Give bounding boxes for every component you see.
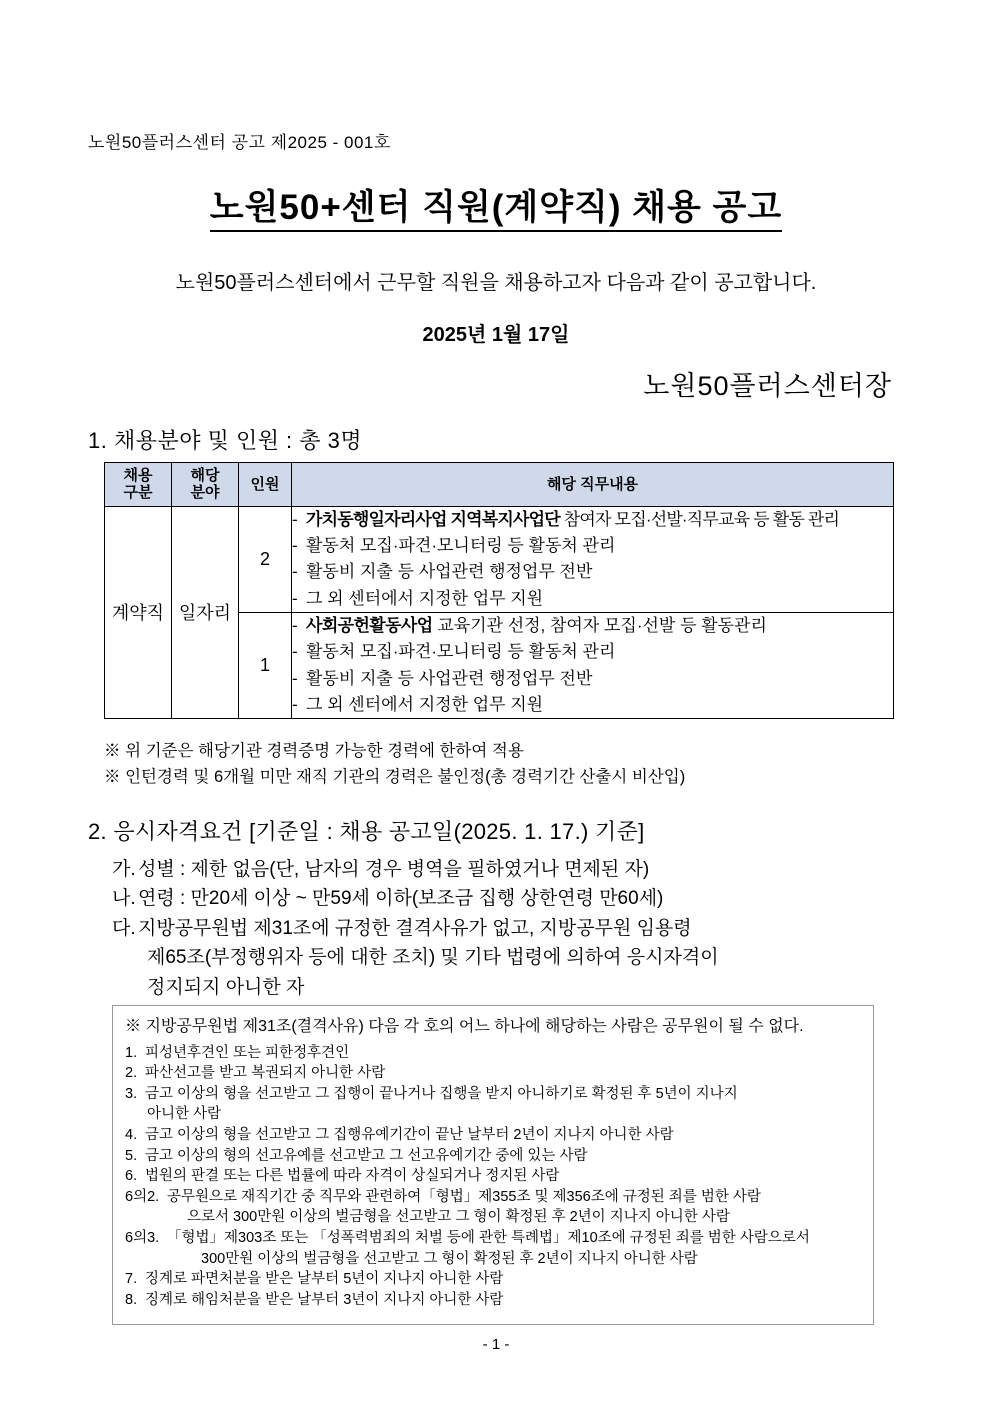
cell-field: 일자리 [172,506,239,719]
duty-line: - 사회공헌활동사업 교육기관 선정, 참여자 모집·선발 등 활동관리 [292,615,767,635]
cell-count: 2 [239,506,292,612]
qualification-item-continuation: 정지되지 아니한 자 [147,976,305,998]
qualification-item: 다. 지방공무원법 제31조에 규정한 결격사유가 없고, 지방공무원 임용령 [112,917,692,939]
qualification-list [112,855,719,1002]
document-number: 노원50플러스센터 공고 제2025 - 001호 [88,133,391,152]
qualification-item: 나. 연령 : 만20세 이상 ~ 만59세 이하(보조금 집행 상한연령 만60세) [112,888,664,910]
col-header-duty: 해당 직무내용 [292,463,894,507]
qualification-item: 가. 성별 : 제한 없음(단, 남자의 경우 병역을 필하였거나 면제된 자) [112,859,650,880]
duty-line: - 그 외 센터에서 지정한 업무 지원 [292,588,544,608]
cell-employment-type: 계약직 [105,506,172,719]
law-box-heading: ※ 지방공무원법 제31조(결격사유) 다음 각 호의 어느 하나에 해당하는 사람은 공무원이 될 수 없다. [125,1018,804,1035]
col-header-type: 채용 구분 [105,463,172,507]
table-notes [104,738,685,791]
law-item: 1. 피성년후견인 또는 피한정후견인 [125,1044,350,1061]
col-header-count: 인원 [239,463,292,507]
cell-count: 1 [239,612,292,718]
duty-line: - 활동처 모집·파견·모니터링 등 활동처 관리 [292,642,616,662]
note-line: ※ 인턴경력 및 6개월 미만 재직 기관의 경력은 불인정(총 경력기간 산출시 비산입) [104,768,686,787]
law-item: 5. 금고 이상의 형의 선고유예를 선고받고 그 선고유예기간 중에 있는 사람 [125,1147,588,1164]
law-item: 6의2. 공무원으로 재직기간 중 직무와 관련하여「형법」제355조 및 제356조에 규정된 죄를 범한 사람 으로서 300만원 이상의 벌금형을 선고받고 그 형이 확정된 후 2년이 지나지 아니한 사람 [125,1188,761,1226]
duty-line: - 그 외 센터에서 지정한 업무 지원 [292,694,544,714]
page-title [0,180,992,230]
law-item: 7. 징계로 파면처분을 받은 날부터 5년이 지나지 아니한 사람 [125,1271,504,1288]
page-number: - 1 - [482,1336,510,1353]
law-item: 2. 파산선고를 받고 복권되지 아니한 사람 [125,1065,386,1082]
qualification-item-continuation: 제65조(부정행위자 등에 대한 조치) 및 기타 법령에 의하여 응시자격이 [147,947,719,969]
law-item-list [125,1043,861,1311]
law-item: 3. 금고 이상의 형을 선고받고 그 집행이 끝나거나 집행을 받지 아니하기로 확정된 후 5년이 지나지 아니한 사람 [125,1085,738,1123]
section-2-heading: 2. 응시자격요건 [기준일 : 채용 공고일(2025. 1. 17.) 기준] [88,819,645,844]
cell-duties [292,612,894,718]
intro-paragraph: 노원50플러스센터에서 근무할 직원을 채용하고자 다음과 같이 공고합니다. [175,272,817,294]
recruitment-table [104,462,894,719]
cell-duties [292,506,894,612]
section-1-heading: 1. 채용분야 및 인원 : 총 3명 [88,428,363,453]
law-item: 4. 금고 이상의 형을 선고받고 그 집행유예기간이 끝난 날부터 2년이 지나지 아니한 사람 [125,1127,674,1144]
table-header-row [105,463,894,507]
col-header-field: 해당 분야 [172,463,239,507]
law-item: 6. 법원의 판결 또는 다른 법률에 따라 자격이 상실되거나 정지된 사람 [125,1168,560,1185]
law-item: 6의3. 「형법」제303조 또는 「성폭력범죄의 처벌 등에 관한 특례법」제10조에 규정된 죄를 범한 사람으로서 300만원 이상의 벌금형을 선고받고 그 형이 확정된 후 2년이 지나지 아니한 사람 [125,1229,810,1267]
duty-line: - 활동비 지출 등 사업관련 행정업무 전반 [292,562,593,582]
note-line: ※ 위 기준은 해당기관 경력증명 가능한 경력에 한하여 적용 [104,742,524,760]
page-title-text: 노원50+센터 직원(계약직) 채용 공고 [210,188,782,232]
signer-name: 노원50플러스센터장 [643,371,892,401]
duty-line: - 가치동행일자리사업 지역복지사업단 참여자 모집·선발·직무교육 등 활동 관리 [292,509,840,529]
announcement-date: 2025년 1월 17일 [422,324,570,346]
table-row [105,506,894,612]
law-reference-box [112,1005,874,1325]
duty-line: - 활동처 모집·파견·모니터링 등 활동처 관리 [292,535,616,555]
law-item: 8. 징계로 해임처분을 받은 날부터 3년이 지나지 아니한 사람 [125,1291,504,1308]
duty-line: - 활동비 지출 등 사업관련 행정업무 전반 [292,668,593,688]
